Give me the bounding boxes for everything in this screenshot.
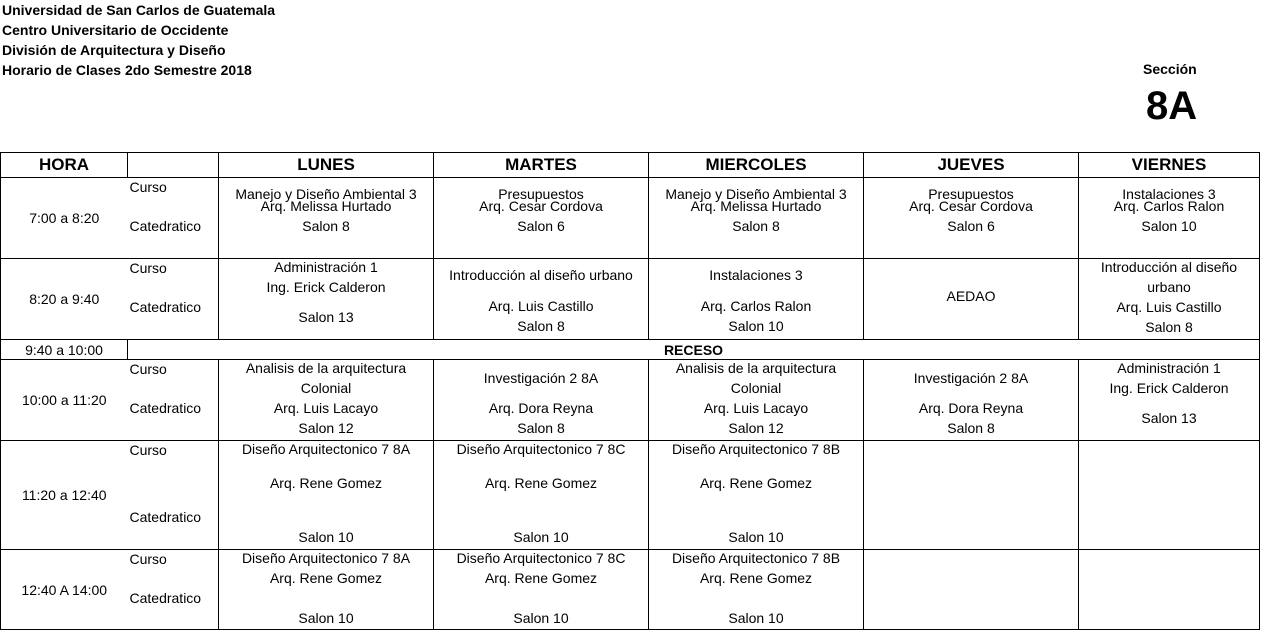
time-slot: 8:20 a 9:40 (1, 259, 128, 340)
class-detail: Salon 6 (517, 218, 565, 234)
class-cell (864, 550, 1079, 630)
class-detail: Arq. Melissa Hurtado (260, 198, 392, 214)
course-name: Analisis de la arquitectura (245, 360, 407, 376)
table-header-row (1, 153, 1260, 178)
class-detail: Salon 8 (947, 420, 995, 436)
class-cell (219, 550, 434, 630)
class-detail: Salon 8 (517, 318, 565, 334)
class-detail: Arq. Rene Gomez (699, 570, 813, 586)
class-detail: Salon 10 (513, 610, 569, 626)
class-detail: Arq. Rene Gomez (484, 475, 598, 491)
course-name: Diseño Arquitectonico 7 8A (241, 550, 411, 566)
class-detail: Arq. Cesar Cordova (479, 198, 603, 214)
teacher-label: Catedratico (129, 218, 202, 234)
class-detail: Salon 10 (1141, 218, 1197, 234)
class-detail: Salon 10 (513, 529, 569, 545)
class-cell (434, 550, 649, 630)
course-name: Introducción al diseño urbano (449, 267, 633, 283)
class-cell (219, 441, 434, 550)
teacher-label: Catedratico (129, 299, 202, 315)
break-label: RECESO (128, 340, 1260, 360)
class-cell (649, 360, 864, 441)
class-detail: Salon 8 (1145, 319, 1193, 335)
course-name: Diseño Arquitectonico 7 8B (671, 550, 841, 566)
class-detail: Salon 6 (947, 218, 995, 234)
class-cell (864, 360, 1079, 441)
center-name: Centro Universitario de Occidente (2, 22, 229, 38)
time-slot: 11:20 a 12:40 (1, 441, 128, 550)
teacher-label: Catedratico (129, 590, 202, 606)
class-detail: urbano (1147, 279, 1191, 295)
course-name: Diseño Arquitectonico 7 8B (671, 441, 841, 457)
class-detail: Salon 10 (728, 318, 784, 334)
class-cell (864, 441, 1079, 550)
class-detail: Arq. Rene Gomez (699, 475, 813, 491)
course-name: Instalaciones 3 (1122, 186, 1216, 202)
class-detail: Salon 13 (298, 309, 354, 325)
class-cell (864, 178, 1079, 259)
class-detail: Arq. Rene Gomez (484, 570, 598, 586)
course-name: Manejo y Diseño Ambiental 3 (665, 186, 847, 202)
class-detail: Arq. Dora Reyna (488, 400, 594, 416)
course-name: AEDAO (946, 288, 996, 304)
schedule-table (0, 152, 1260, 630)
teacher-label: Catedratico (129, 400, 202, 416)
class-detail: Salon 10 (298, 529, 354, 545)
time-slot: 9:40 a 10:00 (1, 340, 128, 360)
course-name: Instalaciones 3 (709, 267, 803, 283)
class-cell (1079, 441, 1260, 550)
class-cell (1079, 178, 1260, 259)
course-name: Administración 1 (274, 259, 378, 275)
time-slot: 12:40 A 14:00 (1, 550, 128, 630)
university-name: Universidad de San Carlos de Guatemala (2, 2, 276, 18)
class-cell (649, 550, 864, 630)
course-name: Investigación 2 8A (913, 370, 1029, 386)
course-name: Diseño Arquitectonico 7 8C (456, 550, 626, 566)
column-header: LUNES (219, 153, 434, 178)
time-slot: 10:00 a 11:20 (1, 360, 128, 441)
course-label: Curso (129, 179, 167, 195)
document-header (2, 0, 275, 80)
class-cell (434, 178, 649, 259)
class-cell (1079, 360, 1260, 441)
class-detail: Arq. Rene Gomez (269, 475, 383, 491)
section-label: Sección (1143, 61, 1197, 77)
schedule-title: Horario de Clases 2do Semestre 2018 (2, 62, 252, 78)
table-row (1, 340, 1260, 360)
course-name: Presupuestos (928, 186, 1014, 202)
class-detail: Salon 10 (298, 610, 354, 626)
course-name: Introducción al diseño (1100, 259, 1238, 275)
column-header: VIERNES (1079, 153, 1260, 178)
class-cell (649, 259, 864, 340)
course-name: Investigación 2 8A (483, 370, 599, 386)
table-row (1, 441, 1260, 550)
class-cell (649, 178, 864, 259)
teacher-label: Catedratico (129, 509, 202, 525)
class-detail: Ing. Erick Calderon (1109, 380, 1229, 396)
row-labels (128, 360, 219, 441)
course-name: Diseño Arquitectonico 7 8A (241, 441, 411, 457)
table-row (1, 550, 1260, 630)
class-cell (864, 259, 1079, 340)
class-detail: Colonial (730, 380, 782, 396)
column-header: JUEVES (864, 153, 1079, 178)
class-detail: Arq. Luis Lacayo (273, 400, 379, 416)
course-name: Diseño Arquitectonico 7 8C (456, 441, 626, 457)
row-labels (128, 178, 219, 259)
course-name: Analisis de la arquitectura (675, 360, 837, 376)
course-name: Presupuestos (498, 186, 584, 202)
class-detail: Arq. Luis Lacayo (703, 400, 809, 416)
course-label: Curso (129, 361, 167, 377)
class-detail: Arq. Luis Castillo (1116, 299, 1222, 315)
column-header (128, 153, 219, 178)
class-cell (649, 441, 864, 550)
row-labels (128, 259, 219, 340)
time-slot: 7:00 a 8:20 (1, 178, 128, 259)
course-label: Curso (129, 260, 167, 276)
class-detail: Ing. Erick Calderon (266, 279, 386, 295)
column-header: MARTES (434, 153, 649, 178)
class-detail: Arq. Carlos Ralon (1113, 198, 1225, 214)
course-name: Administración 1 (1117, 360, 1221, 376)
class-detail: Salon 8 (302, 218, 350, 234)
table-row (1, 360, 1260, 441)
class-detail: Arq. Cesar Cordova (909, 198, 1033, 214)
class-cell (1079, 259, 1260, 340)
table-row (1, 259, 1260, 340)
row-labels (128, 441, 219, 550)
course-label: Curso (129, 442, 167, 458)
class-detail: Arq. Dora Reyna (918, 400, 1024, 416)
class-cell (219, 259, 434, 340)
column-header: HORA (1, 153, 128, 178)
class-detail: Salon 10 (728, 529, 784, 545)
class-detail: Arq. Carlos Ralon (700, 298, 812, 314)
class-cell (434, 259, 649, 340)
class-detail: Salon 10 (728, 610, 784, 626)
class-detail: Salon 13 (1141, 410, 1197, 426)
table-row (1, 178, 1260, 259)
row-labels (128, 550, 219, 630)
class-cell (434, 360, 649, 441)
course-label: Curso (129, 551, 167, 567)
class-detail: Arq. Luis Castillo (488, 298, 594, 314)
class-detail: Salon 8 (517, 420, 565, 436)
section-value: 8A (1146, 84, 1198, 128)
class-detail: Arq. Rene Gomez (269, 570, 383, 586)
column-header: MIERCOLES (649, 153, 864, 178)
course-name: Manejo y Diseño Ambiental 3 (235, 186, 417, 202)
class-cell (219, 178, 434, 259)
class-cell (434, 441, 649, 550)
class-detail: Colonial (300, 380, 352, 396)
class-detail: Salon 12 (298, 420, 354, 436)
class-cell (1079, 550, 1260, 630)
class-cell (219, 360, 434, 441)
class-detail: Salon 8 (732, 218, 780, 234)
class-detail: Arq. Melissa Hurtado (690, 198, 822, 214)
division-name: División de Arquitectura y Diseño (2, 42, 226, 58)
class-detail: Salon 12 (728, 420, 784, 436)
